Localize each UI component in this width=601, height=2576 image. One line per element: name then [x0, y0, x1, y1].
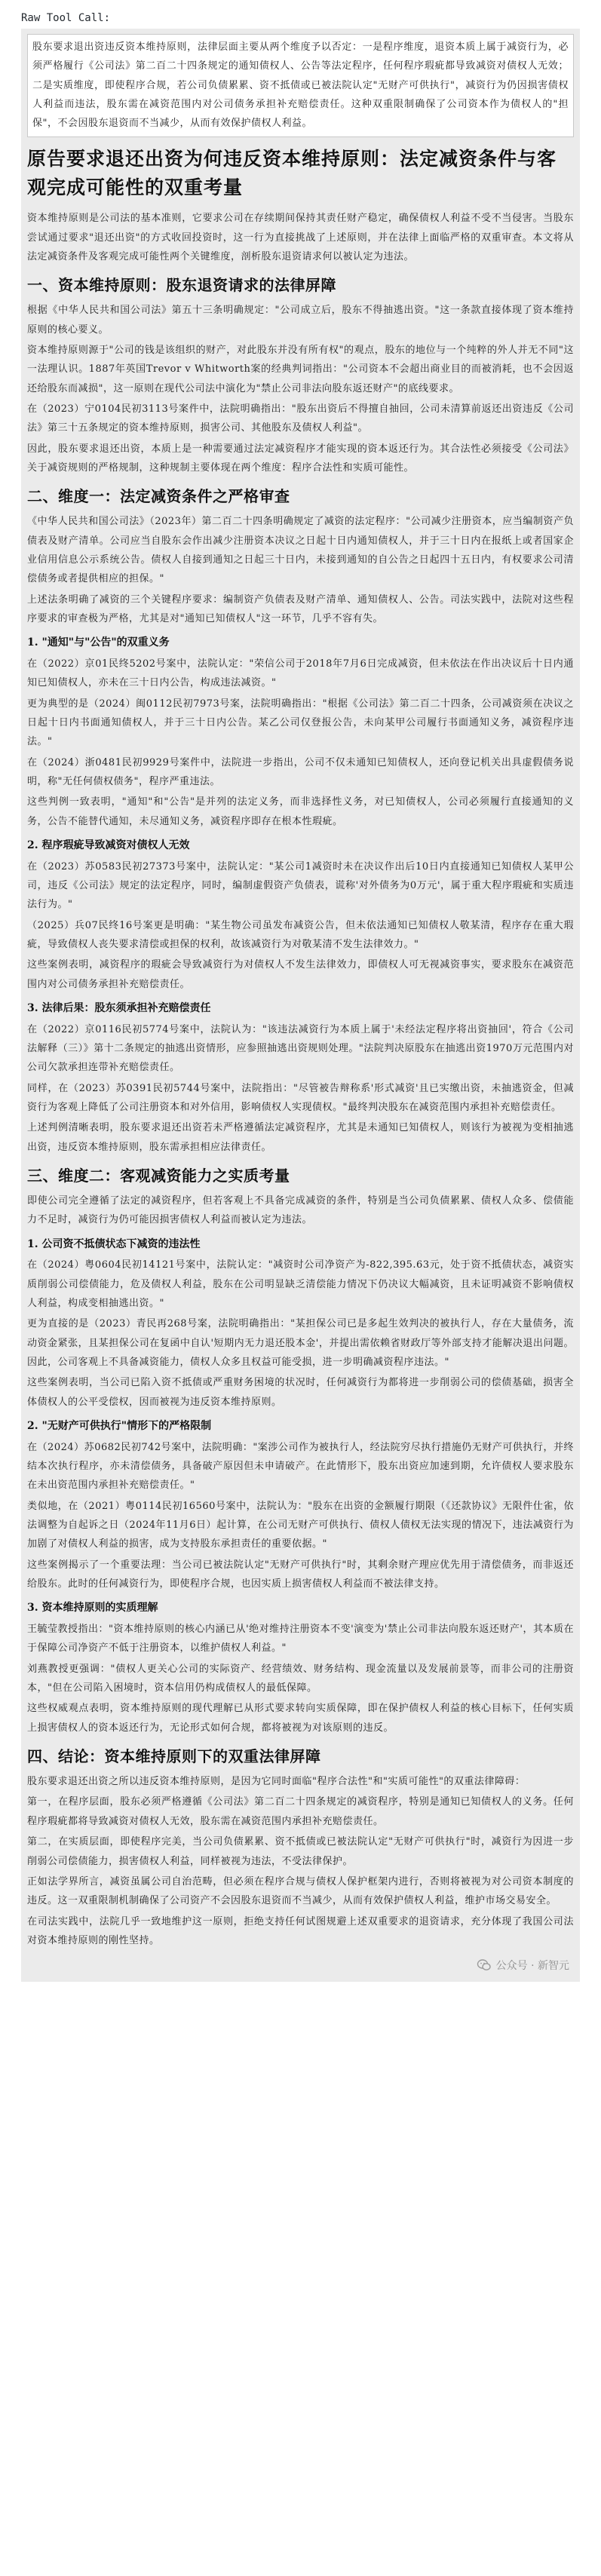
- paragraph: 上述判例清晰表明，股东要求退还出资若未严格遵循法定减资程序，尤其是未通知已知债权人，则该行为被视为变相抽逃出资，违反资本维持原则，股东需承担相应法律责任。: [27, 1122, 574, 1153]
- subsection-heading: 2. "无财产可供执行"情形下的严格限制: [27, 1420, 212, 1433]
- paragraph: 在（2022）京01民终5202号案中，法院认定："荣信公司于2018年7月6日完成减资，但未依法在作出决议后十日内通知已知债权人，亦未在三十日内公告，构成违法减资。": [27, 658, 574, 689]
- paragraph: 类似地，在（2021）粤0114民初16560号案中，法院认为："股东在出资的金额履行期限（《还款协议》无限件仕雀，依法调整为自起诉之日（2024年11月6日）起计算，在公司无财产可供执行、债权人债权无法实现的情况下，违法减资行为加剧了对债权人利益的损害，成为支持股东承担责任的重要依据。": [27, 1500, 574, 1550]
- section-heading: 二、维度一：法定减资条件之严格审查: [27, 487, 290, 506]
- summary-box: 股东要求退出资违反资本维持原则，法律层面主要从两个维度予以否定：一是程序维度，退资本质上属于减资行为，必须严格履行《公司法》第二百二十四条规定的通知债权人、公告等法定程序，任何程序瑕疵都导致减资对债权人无效；二是实质维度，即使程序合规，若公司负债累累、资不抵债或已被法院认定"无财产可供执行"，减资行为仍因损害债权人利益而违法，股东需在减资范围内对公司债务承担补充赔偿责任。这种双重限制确保了公司资本作为债权人的"担保"，不会因股东退资而不当减少，从而有效保护债权人利益。: [27, 34, 574, 137]
- paragraph: 第二，在实质层面，即使程序完美，当公司负债累累、资不抵债或已被法院认定"无财产可供执行"时，减资行为因进一步削弱公司偿债能力，损害债权人利益，同样被视为违法，不受法律保护。: [27, 1836, 574, 1867]
- paragraph: 在司法实践中，法院几乎一致地维护这一原则，拒绝支持任何试图规避上述双重要求的退资请求，充分体现了我国公司法对资本维持原则的刚性坚持。: [27, 1915, 574, 1946]
- watermark: [27, 1958, 574, 1973]
- paragraph: 在（2024）浙0481民初9929号案件中，法院进一步指出，公司不仅未通知已知债权人，还向登记机关出具虚假债务说明，称"无任何债权债务"，程序严重违法。: [27, 756, 574, 788]
- paragraph: 刘燕教授更强调："债权人更关心公司的实际资产、经营绩效、财务结构、现金流量以及发展前景等，而非公司的注册资本，"但在公司陷入困境时，资本信用仍构成债权人的最低保障。: [27, 1663, 574, 1694]
- subsection-heading: 3. 法律后果：股东须承担补充赔偿责任: [27, 1002, 211, 1015]
- paragraph: 正如法学界所言，减资虽属公司自治范畴，但必须在程序合规与债权人保护框架内进行，否则将被视为对公司资本制度的违反。这一双重限制机制确保了公司资产不会因股东退资而不当减少，从而有效保护债权人利益，维护市场交易安全。: [27, 1875, 574, 1907]
- paragraph: （2025）兵07民终16号案更是明确："某生物公司虽发布减资公告，但未依法通知已知债权人敬某清，程序存在重大瑕疵，导致债权人丧失要求清偿或担保的权利，故该减资行为对敬某清不发生法律效力。": [27, 919, 574, 951]
- paragraph: 上述法条明确了减资的三个关键程序要求：编制资产负债表及财产清单、通知债权人、公告。司法实践中，法院对这些程序要求的审查极为严格，尤其是对"通知已知债权人"这一环节，几乎不容有失。: [27, 593, 574, 625]
- paragraph: 资本维持原则源于"公司的钱是该组织的财产，对此股东并没有所有权"的观点，股东的地位与一个纯粹的外人并无不同"这一法理认识。1887年英国Trevor v Whitworth案的经典判词指出："公司资本不会超出商业目的而被消耗，也不会因返还给股东而减损"，这一原则在现代公司法中演化为"禁止公司非法向股东返还财产"的底线要求。: [27, 344, 574, 394]
- document-body: [21, 29, 580, 1982]
- subsection-heading: 3. 资本维持原则的实质理解: [27, 1602, 158, 1615]
- paragraph: 同样，在（2023）苏0391民初5744号案中，法院指出："尽管被告辩称系'形式减资'且已实缴出资，未抽逃资金，但减资行为客观上降低了公司注册资本和对外信用，影响债权人实现债权。"最终判决股东在减资范围内承担补充赔偿责任。: [27, 1082, 574, 1114]
- paragraph: 这些判例一致表明，"通知"和"公告"是并列的法定义务，而非选择性义务，对已知债权人，公司必须履行直接通知的义务，公告不能替代通知，未尽通知义务，减资程序即存在根本性瑕疵。: [27, 796, 574, 827]
- subsection-heading: 1. "通知"与"公告"的双重义务: [27, 636, 170, 649]
- paragraph: 这些权威观点表明，资本维持原则的现代理解已从形式要求转向实质保障，即在保护债权人利益的核心目标下，任何实质上损害债权人的资本返还行为，无论形式如何合规，都将被视为对该原则的违反。: [27, 1703, 574, 1734]
- paragraph: 因此，股东要求退还出资，本质上是一种需要通过法定减资程序才能实现的资本返还行为。其合法性必须接受《公司法》关于减资规则的严格规制，这种规制主要体现在两个维度：程序合法性和实质可能性。: [27, 443, 574, 474]
- section-heading: 一、资本维持原则：股东退资请求的法律屏障: [27, 276, 336, 295]
- paragraph: 王毓莹教授指出："资本维持原则的核心内涵已从'绝对维持注册资本不变'演变为'禁止公司非法向股东返还财产'，其本质在于保障公司净资产不低于注册资本，以维护债权人利益。": [27, 1624, 574, 1654]
- paragraph: 在（2024）粤0604民初14121号案中，法院认定："减资时公司净资产为-822,395.63元，处于资不抵债状态，减资实质削弱公司偿债能力，危及债权人利益，股东在公司明显缺乏清偿能力情况下仍决议大幅减资，且未证明减资不影响债权人利益，构成变相抽逃出资。": [27, 1259, 574, 1310]
- paragraph: 第一，在程序层面，股东必须严格遵循《公司法》第二百二十四条规定的减资程序，特别是通知已知债权人的义务。任何程序瑕疵都将导致减资对债权人无效，股东需在减资范围内承担补充赔偿责任。: [27, 1796, 574, 1827]
- paragraph: 更为直接的是（2023）青民再268号案，法院明确指出："某担保公司已是多起生效判决的被执行人，存在大量债务，流动资金紧张，且某担保公司在复函中自认'短期内无力退还股本金'，并提出需依赖省财政厅等外部支持才能解决退出问题。因此，公司客观上不具备减资能力，债权人众多且权益可能受损，进一步明确减资程序违法。": [27, 1318, 574, 1369]
- watermark-text: 公众号 · 新智元: [495, 1960, 569, 1973]
- paragraph: 这些案例揭示了一个重要法理：当公司已被法院认定"无财产可供执行"时，其剩余财产理应优先用于清偿债务，而非返还给股东。此时的任何减资行为，即使程序合规，也因实质上损害债权人利益而不被法律支持。: [27, 1559, 574, 1590]
- paragraph: 更为典型的是（2024）闽0112民初7973号案，法院明确指出："根据《公司法》第二百二十四条，公司减资须在决议之日起十日内书面通知债权人，并于三十日内公告。某乙公司仅登报公告，未向某甲公司履行书面通知义务，减资程序违法。": [27, 698, 574, 748]
- paragraph: 在（2022）京0116民初5774号案中，法院认为："该违法减资行为本质上属于'未经法定程序将出资抽回'，符合《公司法解释（三）》第十二条规定的抽逃出资情形，应参照抽逃出资规则处理。"法院判决原股东在抽逃出资1970万元范围内对公司欠款承担连带补充赔偿责任。: [27, 1023, 574, 1074]
- paragraph: 根据《中华人民共和国公司法》第五十三条明确规定："公司成立后，股东不得抽逃出资。"这一条款直接体现了资本维持原则的核心要义。: [27, 305, 574, 336]
- subsection-heading: 1. 公司资不抵债状态下减资的违法性: [27, 1237, 201, 1250]
- paragraph: 在（2023）苏0583民初27373号案中，法院认定："某公司1减资时未在决议作出后10日内直接通知已知债权人某甲公司，违反《公司法》规定的法定程序，同时，编制虚假资产负债表，谎称'对外债务为0万元'，属于重大程序瑕疵和实质违法行为。": [27, 860, 574, 911]
- paragraph: 在（2024）苏0682民初742号案中，法院明确："案涉公司作为被执行人，经法院穷尽执行措施仍无财产可供执行，并终结本次执行程序，亦未清偿债务，具备破产原因但未申请破产。在此情形下，股东出资应加速到期，允许债权人要求股东在未出资范围内承担补充赔偿责任。": [27, 1441, 574, 1492]
- paragraph: 股东要求退还出资之所以违反资本维持原则，是因为它同时面临"程序合法性"和"实质可能性"的双重法律障碍：: [27, 1776, 526, 1788]
- section-heading: 三、维度二：客观减资能力之实质考量: [27, 1167, 290, 1185]
- subsection-heading: 2. 程序瑕疵导致减资对债权人无效: [27, 839, 190, 852]
- raw-tool-call-label: Raw Tool Call:: [21, 12, 111, 24]
- paragraph: 这些案例表明，当公司已陷入资不抵债或严重财务困境的状况时，任何减资行为都将进一步削弱公司的偿债基础，损害全体债权人的公平受偿权，因而被视为违反资本维持原则。: [27, 1377, 574, 1408]
- paragraph: 这些案例表明，减资程序的瑕疵会导致减资行为对债权人不发生法律效力，即债权人可无视减资事实，要求股东在减资范围内对公司债务承担补充赔偿责任。: [27, 959, 574, 990]
- article-title: 原告要求退还出资为何违反资本维持原则：法定减资条件与客观完成可能性的双重考量: [27, 147, 557, 199]
- section-heading: 四、结论：资本维持原则下的双重法律屏障: [27, 1747, 321, 1766]
- paragraph: 资本维持原则是公司法的基本准则，它要求公司在存续期间保持其责任财产稳定，确保债权人利益不受不当侵害。当股东尝试通过要求"退还出资"的方式收回投资时，这一行为直接挑战了上述原则，并在法律上面临严格的双重审查。本文将从法定减资条件及客观完成可能性两个关键维度，剖析股东退资请求何以被认定为违法。: [27, 213, 574, 262]
- paragraph: 在（2023）宁0104民初3113号案件中，法院明确指出："股东出资后不得擅自抽回，公司未清算前返还出资违反《公司法》第三十五条规定的资本维持原则，损害公司、其他股东及债权人利益"。: [27, 403, 574, 434]
- paragraph: 即使公司完全遵循了法定的减资程序，但若客观上不具备完成减资的条件，特别是当公司负债累累、债权人众多、偿债能力不足时，减资行为仍可能因损害债权人利益而被认定为违法。: [27, 1195, 574, 1226]
- paragraph: 《中华人民共和国公司法》（2023年）第二百二十四条明确规定了减资的法定程序："公司减少注册资本，应当编制资产负债表及财产清单。公司应当自股东会作出减少注册资本决议之日起十日内通知债权人，并于三十日内在报纸上或者国家企业信用信息公示系统公告。债权人自接到通知之日起三十日内，未接到通知的自公告之日起四十五日内，有权要求公司清偿债务或者提供相应的担保。": [27, 516, 574, 585]
- wechat-icon: [477, 1958, 492, 1973]
